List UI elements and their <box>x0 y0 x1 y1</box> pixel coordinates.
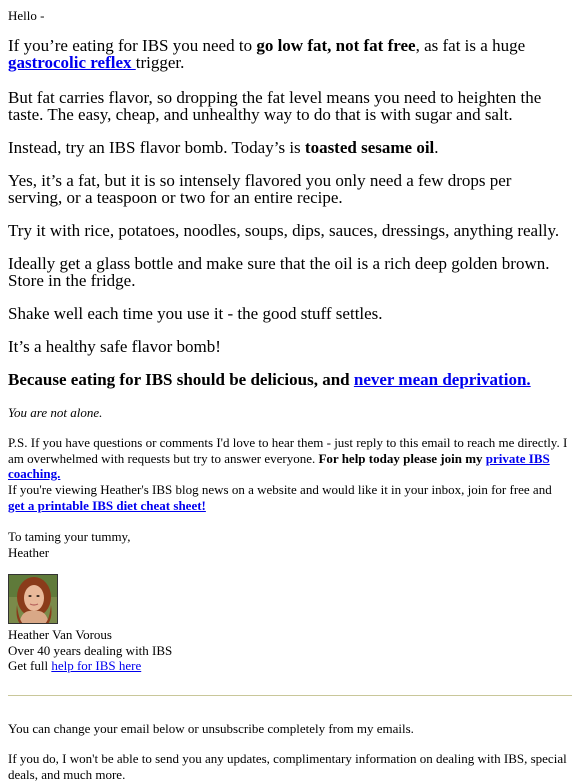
text: Instead, try an IBS flavor bomb. Today’s is <box>8 138 305 157</box>
text: P.S. If you have questions or comments I'd love to hear them - just reply to this email to reach me directly. I am overwhelmed with requests but try to answer everyone. <box>8 435 568 466</box>
paragraph-not-alone: You are not alone. <box>8 405 103 420</box>
bold-text: Because eating for IBS should be delicious, and <box>8 370 354 389</box>
signoff-name: Heather <box>8 544 50 560</box>
paragraph-intense: Yes, it’s a fat, but it is so intensely flavored you only need a few drops per serving, or a teaspoon or two for an entire recipe. <box>8 171 512 207</box>
signoff <box>8 529 570 560</box>
text: If you’re eating for IBS you need to <box>8 36 257 55</box>
bold-text: For help today please join my <box>318 450 486 466</box>
text: , as fat is a huge <box>415 36 526 55</box>
never-mean-deprivation-link[interactable]: never mean deprivation. <box>353 370 531 389</box>
paragraph-low-fat <box>8 37 566 71</box>
signature-tagline: Over 40 years dealing with IBS <box>8 642 173 658</box>
help-for-ibs-link[interactable]: help for IBS here <box>51 658 142 673</box>
signature-name: Heather Van Vorous <box>8 627 112 642</box>
greeting: Hello - <box>8 8 45 23</box>
text: If you're viewing Heather's IBS blog news on a website and would like it in your inbox, join for free and <box>8 482 552 497</box>
divider <box>8 695 572 696</box>
paragraph-healthy: It’s a healthy safe flavor bomb! <box>8 337 221 356</box>
gastrocolic-reflex-link[interactable]: gastrocolic reflex <box>8 53 136 72</box>
text: . <box>434 138 439 157</box>
paragraph-uses: Try it with rice, potatoes, noodles, soups, dips, sauces, dressings, anything really. <box>8 221 560 240</box>
bold-text: go low fat, not fat free <box>256 36 416 55</box>
bold-text: toasted sesame oil <box>304 138 435 157</box>
paragraph-flavor-bomb <box>8 139 566 156</box>
portrait-image <box>9 575 58 624</box>
author-photo <box>8 574 58 624</box>
paragraph-shake: Shake well each time you use it - the good stuff settles. <box>8 304 383 323</box>
private-ibs-coaching-link[interactable]: private IBS coaching. <box>8 450 550 481</box>
paragraph-flavor: But fat carries flavor, so dropping the fat level means you need to heighten the taste. The easy, cheap, and unhealthy way to do that is with sugar and salt. <box>8 88 542 124</box>
paragraph-delicious <box>8 371 566 388</box>
signoff-line: To taming your tummy, <box>8 529 131 544</box>
signature-block <box>8 627 570 674</box>
text: Get full <box>8 658 52 673</box>
paragraph-blog-news <box>8 482 570 513</box>
cheat-sheet-link[interactable]: get a printable IBS diet cheat sheet! <box>8 497 206 513</box>
footer-unsubscribe-note: If you do, I won't be able to send you any updates, complimentary information on dealing with IBS, special deals, and much more. <box>8 751 567 782</box>
footer-change-email: You can change your email below or unsubscribe completely from my emails. <box>8 721 414 736</box>
paragraph-glass-bottle: Ideally get a glass bottle and make sure that the oil is a rich deep golden brown. Store in the fridge. <box>8 254 550 290</box>
text: trigger. <box>135 53 185 72</box>
paragraph-ps <box>8 435 570 482</box>
